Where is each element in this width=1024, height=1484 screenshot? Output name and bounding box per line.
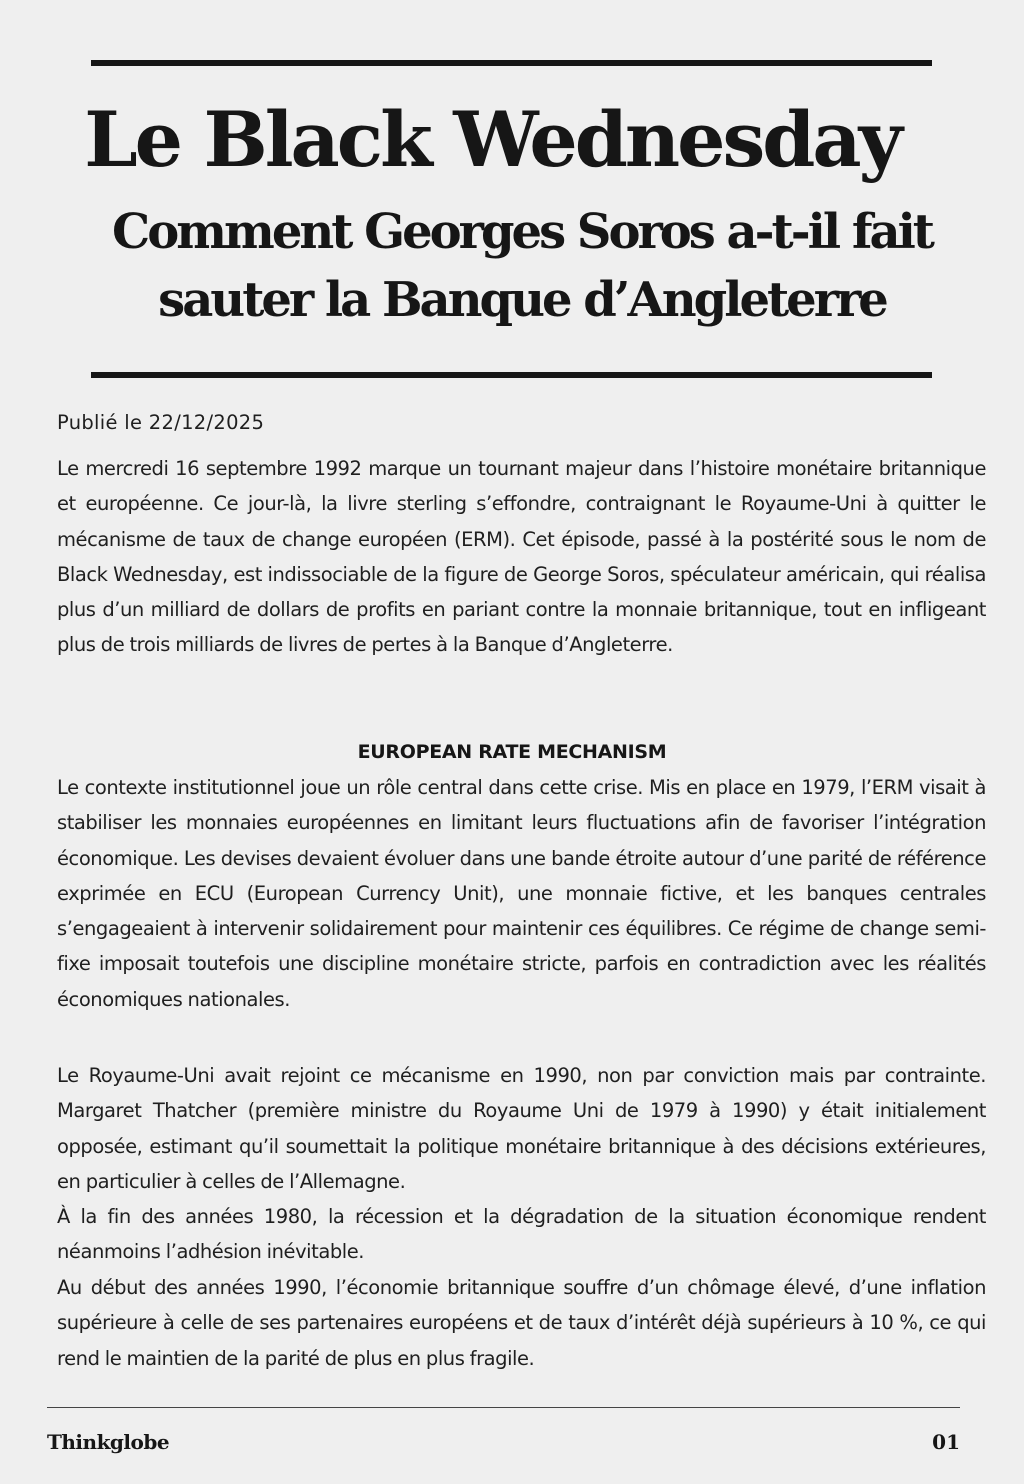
- page-number: 01: [932, 1430, 960, 1454]
- paragraph-context: Le contexte institutionnel joue un rôle central dans cette crise. Mis en place en 1979, l’ERM visait à stabiliser les monnaies européennes en limitant leurs fluctuations afin de favoriser l’intégration économique. Les devises devaient évoluer dans une bande étroite autour d’une parité de référence exprimée en ECU (European Currency Unit), une monnaie fictive, et les banques centrales s’engageaient à intervenir solidairement pour maintenir ces équilibres. Ce régime de change semi-fixe imposait toutefois une discipline monétaire stricte, parfois en contradiction avec les réalités économiques nationales.: [57, 776, 986, 1011]
- title-bottom-rule: [91, 372, 932, 378]
- section-heading: EUROPEAN RATE MECHANISM: [357, 741, 667, 763]
- paragraph-early-90s: Au début des années 1990, l’économie britannique souffre d’un chômage élevé, d’une inflation supérieure à celle de ses partenaires européens et de taux d’intérêt déjà supérieurs à 10 %, ce qui rend le maintien de la parité de plus en plus fragile.: [57, 1276, 986, 1370]
- publication-date: Publié le 22/12/2025: [57, 411, 265, 434]
- paragraph-late-80s: À la fin des années 1980, la récession et la dégradation de la situation économique rendent néanmoins l’adhésion inévitable.: [57, 1205, 986, 1264]
- subtitle-line-2: sauter la Banque d’Angleterre: [158, 272, 886, 328]
- footer-brand: Thinkglobe: [47, 1430, 170, 1454]
- page-title: Le Black Wednesday: [84, 95, 900, 184]
- paragraph-uk-joining: Le Royaume-Uni avait rejoint ce mécanisme en 1990, non par conviction mais par contrainte. Margaret Thatcher (première ministre du Royaume Uni de 1979 à 1990) y était initialement opposée, estimant qu’il soumettait la politique monétaire britannique à des décisions extérieures, en particulier à celles de l’Allemagne.: [57, 1064, 986, 1193]
- top-rule: [91, 60, 932, 66]
- subtitle-line-1: Comment Georges Soros a-t-il fait: [112, 204, 932, 260]
- page-subtitle: [10, 198, 1024, 334]
- footer-rule: [47, 1407, 960, 1408]
- paragraph-intro: Le mercredi 16 septembre 1992 marque un tournant majeur dans l’histoire monétaire britannique et européenne. Ce jour-là, la livre sterling s’effondre, contraignant le Royaume-Uni à quitter le mécanisme de taux de change européen (ERM). Cet épisode, passé à la postérité sous le nom de Black Wednesday, est indissociable de la figure de George Soros, spéculateur américain, qui réalisa plus d’un milliard de dollars de profits en pariant contre la monnaie britannique, tout en infligeant plus de trois milliards de livres de pertes à la Banque d’Angleterre.: [57, 457, 986, 657]
